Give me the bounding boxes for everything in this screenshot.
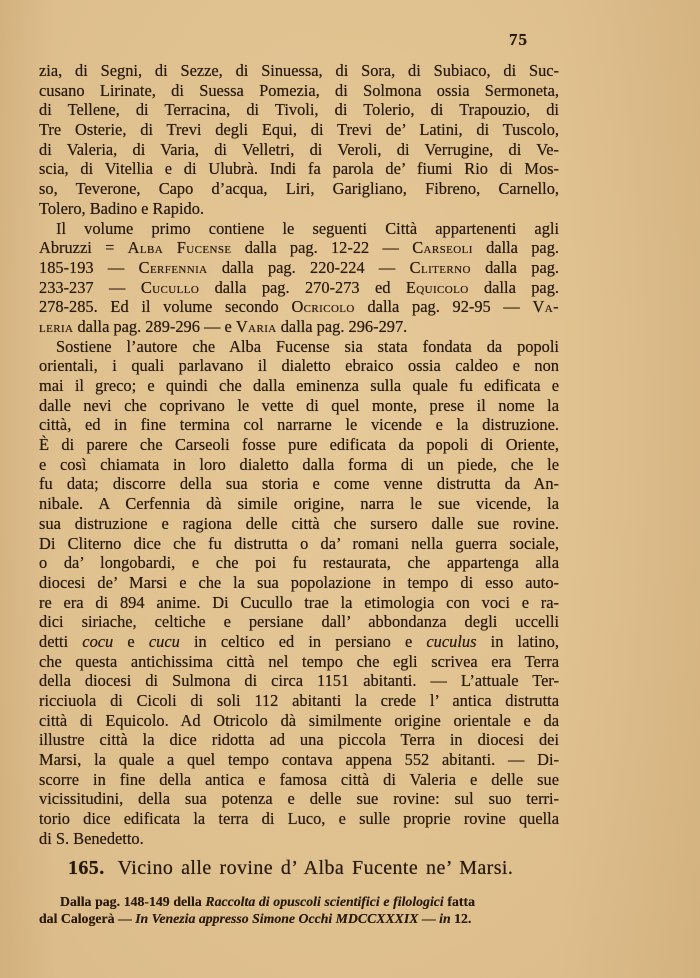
text-line: Tre Osterie, di Trevi degli Equi, di Trevi de’ Latini, di Tuscolo,	[39, 120, 559, 140]
text-line: illustre città la dice ridotta ad una piccola Terra in diocesi dei	[39, 730, 559, 750]
text-line: so, Teverone, Capo d’acqua, Liri, Garigliano, Fibreno, Carnello,	[39, 179, 559, 199]
text-line: Marsi, la quale a quel tempo contava appena 552 abitanti. — Di-	[39, 750, 559, 770]
text-line: di Tellene, di Terracina, di Tivoli, di Tolerio, di Trapouzio, di	[39, 100, 559, 120]
text-line: o da’ longobardi, e che poi fu restaurata, che appartenga alla	[39, 553, 559, 573]
text-line: scorre in fine della antica e famosa città di Valeria e delle sue	[39, 769, 559, 789]
text-line: dalle nevi che coprivano le vette di quel monte, prese il nome la	[39, 395, 559, 415]
text-line: cusano Lirinate, di Suessa Pomezia, di Solmona ossia Sermoneta,	[39, 80, 559, 100]
text-line: e così chiamata in loro dialetto dalla forma di un piede, che le	[39, 454, 559, 474]
text-block	[39, 61, 559, 928]
text-line: detti cocu e cucu in celtico ed in persiano e cuculus in latino,	[39, 631, 559, 651]
entry-number: 165.	[68, 856, 105, 879]
text-line: Il volume primo contiene le seguenti Città appartenenti agli	[56, 218, 559, 238]
text-line: 185-193 — Cerfennia dalla pag. 220-224 — Cliterno dalla pag.	[39, 257, 559, 277]
text-line: città di Equicolo. Ad Otricolo dà similmente origine orientale e da	[39, 710, 559, 730]
text-line: che questa antichissima città nel tempo che egli scrivea era Terra	[39, 651, 559, 671]
entry-heading	[39, 857, 559, 884]
text-line: sua distruzione e ragiona delle città che sursero dalle sue rovine.	[39, 513, 559, 533]
text-line: mai il greco; e quindi che dalla eminenza sulla quale fu edificata e	[39, 376, 559, 395]
footnote-line: dal Calogerà — In Venezia appresso Simone Occhi MDCCXXXIX — in 12.	[39, 911, 472, 926]
footnote	[39, 893, 475, 928]
text-line: ricciuola di Cicoli di soli 112 abitanti la crede l’ antica distrutta	[39, 691, 559, 710]
text-line: Abruzzi = Alba Fucense dalla pag. 12-22 — Carseoli dalla pag.	[39, 238, 559, 258]
text-line: torio dice edificata la terra di Luco, e sulle proprie rovine quella	[39, 809, 559, 829]
text-line: 233-237 — Cucullo dalla pag. 270-273 ed Equicolo dalla pag.	[39, 277, 559, 297]
page-number: 75	[509, 30, 528, 49]
text-line: orientali, i quali parlavano il dialetto ebraico ossia caldeo e non	[39, 356, 559, 376]
text-line: di S. Benedetto.	[39, 828, 144, 848]
text-line: È di parere che Carseoli fosse pure edificata da popoli di Oriente,	[39, 435, 559, 455]
text-line: leria dalla pag. 289-296 — e Varia dalla pag. 296-297.	[39, 316, 408, 336]
text-line: diocesi de’ Marsi e che la sua popolazione in tempo di esso auto-	[39, 572, 559, 592]
text-line: città, ed in fine termina col narrarne le vicende e la distruzione.	[39, 415, 559, 435]
text-line: di Valeria, di Varia, di Velletri, di Veroli, di Verrugine, di Ve-	[39, 139, 559, 159]
text-line: vicissitudini, della sua potenza e delle sue rovine: sul suo terri-	[39, 789, 559, 809]
text-line: 278-285. Ed il volume secondo Ocricolo dalla pag. 92-95 — Va-	[39, 297, 559, 317]
text-line: fu data; discorre della sua storia e come venne distrutta da An-	[39, 474, 559, 494]
text-line: Di Cliterno dice che fu distrutta o da’ romani nella guerra sociale,	[39, 533, 559, 553]
text-line: della diocesi di Sulmona di circa 1151 abitanti. — L’attuale Ter-	[39, 671, 559, 691]
paragraphs	[39, 61, 559, 849]
text-line: Tolero, Badino e Rapido.	[39, 198, 205, 218]
text-line: nibale. A Cerfennia dà simile origine, narra le sue vicende, la	[39, 494, 559, 514]
text-line: re era di 894 anime. Di Cucullo trae la etimologia con voci e ra-	[39, 592, 559, 612]
entry-title: Vicino alle rovine d’ Alba Fucente ne’ Marsi.	[117, 856, 514, 879]
text-line: Sostiene l’autore che Alba Fucense sia stata fondata da popoli	[56, 336, 559, 356]
text-line: dici siriache, celtiche e persiane dall’ abbondanza degli uccelli	[39, 612, 559, 632]
text-line: zia, di Segni, di Sezze, di Sinuessa, di Sora, di Subiaco, di Suc-	[39, 61, 559, 80]
footnote-line: Dalla pag. 148-149 della Raccolta di opuscoli scientifici e filologici fatta	[60, 893, 475, 909]
text-line: scia, di Vitellia e di Ulubrà. Indi fa parola de’ fiumi Rio di Mos-	[39, 159, 559, 179]
